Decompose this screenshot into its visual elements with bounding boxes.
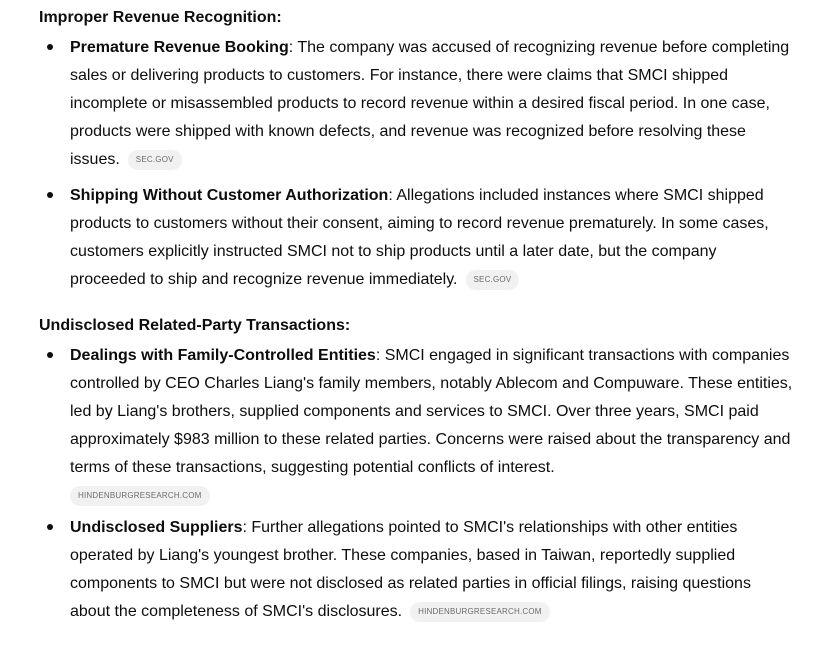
bullet-text: : SMCI engaged in significant transactions with companies controlled by CEO Charles Liang's family members, notably Ablecom and Compuware. These entities, led by Liang's brothers, supplied components and services to SMCI. Over three years, SMCI paid approximately $983 million to these related parties. Concerns were raised about the transparency and terms of these transactions, suggesting potential conflicts of interest. [70, 347, 793, 476]
list-item [39, 342, 795, 506]
bullet-text: : Further allegations pointed to SMCI's relationships with other entities operated by Liang's youngest brother. These companies, based in Taiwan, reportedly supplied components to SMCI but were not disclosed as related parties in official filings, raising questions about the completeness of SMCI's disclosures. [70, 519, 751, 620]
source-citation-chip[interactable]: SEC.GOV [466, 270, 520, 290]
list-item [39, 34, 795, 174]
list-item [39, 182, 795, 294]
source-citation-chip[interactable]: HINDENBURGRESEARCH.COM [410, 602, 550, 622]
bullet-icon [47, 524, 53, 530]
bullet-list-revenue-recognition [39, 34, 795, 294]
bullet-icon [47, 44, 53, 50]
bullet-term: Premature Revenue Booking [70, 39, 289, 56]
bullet-text: : Allegations included instances where SMCI shipped products to customers without their consent, aiming to record revenue prematurely. In some cases, customers explicitly instructed SMCI not to ship products until a later date, but the company proceeded to ship and recognize revenue immediately. [70, 187, 769, 288]
bullet-term: Undisclosed Suppliers [70, 519, 243, 536]
bullet-text: : The company was accused of recognizing revenue before completing sales or delivering products to customers. For instance, there were claims that SMCI shipped incomplete or misassembled products to record revenue within a desired fiscal period. In one case, products were shipped with known defects, and revenue was recognized before resolving these issues. [70, 39, 790, 168]
bullet-term: Shipping Without Customer Authorization [70, 187, 389, 204]
bullet-list-related-party [39, 342, 795, 626]
source-citation-chip[interactable]: HINDENBURGRESEARCH.COM [70, 486, 210, 506]
bullet-term: Dealings with Family-Controlled Entities [70, 347, 376, 364]
source-citation-chip[interactable]: SEC.GOV [128, 150, 182, 170]
section-heading-revenue-recognition: Improper Revenue Recognition: [39, 9, 282, 26]
bullet-icon [47, 352, 53, 358]
bullet-icon [47, 192, 53, 198]
section-heading-related-party: Undisclosed Related-Party Transactions: [39, 317, 351, 334]
list-item [39, 514, 795, 626]
